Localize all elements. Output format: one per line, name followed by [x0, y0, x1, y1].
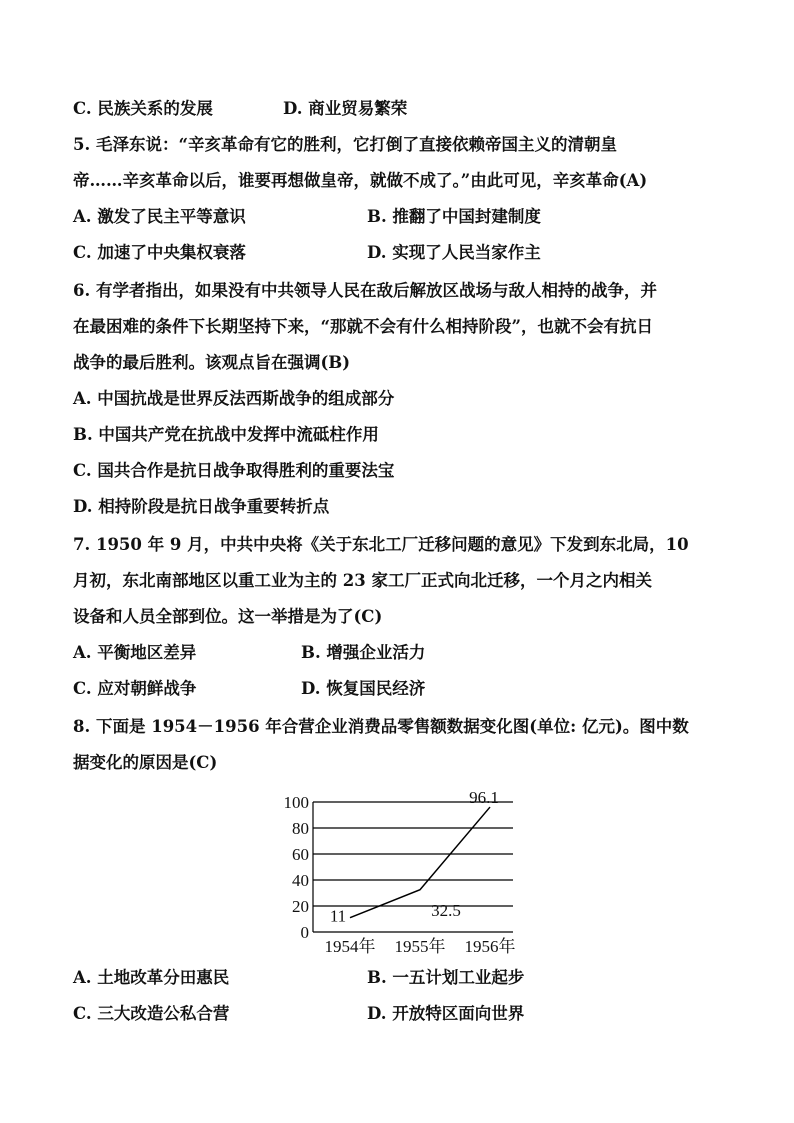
q6-option-c: C. 国共合作是抗日战争取得胜利的重要法宝 — [73, 461, 395, 480]
q5-option-c: C. 加速了中央集权衰落 — [73, 243, 246, 262]
q7-stem-line-3: 设备和人员全部到位。这一举措是为了(C) — [73, 607, 383, 626]
q7-stem-line-1: 7. 1950 年 9 月，中共中央将《关于东北工厂迁移问题的意见》下发到东北局，10 — [73, 535, 689, 554]
q7-stem-line-2: 月初，东北南部地区以重工业为主的 23 家工厂正式向北迁移，一个月之内相关 — [73, 571, 652, 590]
q7-option-d: D. 恢复国民经济 — [301, 679, 426, 698]
q4-option-c: C. 民族关系的发展 — [73, 99, 213, 118]
y-tick-label: 80 — [292, 819, 309, 838]
q8-options-row-2 — [73, 1002, 525, 1026]
y-tick-label: 60 — [292, 845, 309, 864]
q8-option-d: D. 开放特区面向世界 — [367, 1004, 525, 1023]
q5-stem-line-1: 5. 毛泽东说：“辛亥革命有它的胜利，它打倒了直接依赖帝国主义的清朝皇 — [73, 135, 617, 154]
q8-stem-line-2: 据变化的原因是(C) — [73, 753, 218, 772]
q8-option-b: B. 一五计划工业起步 — [367, 968, 525, 987]
x-tick-label: 1954年 — [324, 937, 376, 956]
q4-options-row — [73, 97, 408, 121]
q7-options-row-1 — [73, 641, 426, 665]
q7-option-b: B. 增强企业活力 — [301, 643, 426, 662]
y-tick-label: 40 — [292, 871, 309, 890]
series-line — [350, 807, 490, 918]
q8-stem-line-1: 8. 下面是 1954－1956 年合营企业消费品零售额数据变化图(单位: 亿元)。图中数 — [73, 717, 689, 736]
q7-option-c: C. 应对朝鲜战争 — [73, 679, 197, 698]
q4-option-d: D. 商业贸易繁荣 — [283, 99, 408, 118]
q6-stem-line-3: 战争的最后胜利。该观点旨在强调(B) — [73, 353, 351, 372]
q5-option-a: A. 激发了民主平等意识 — [73, 207, 246, 226]
data-label: 96.1 — [469, 788, 499, 808]
q5-options-row-2 — [73, 241, 541, 265]
y-tick-label: 0 — [300, 923, 309, 942]
q8-options-row-1 — [73, 966, 525, 990]
retail-sales-line-chart — [270, 782, 530, 962]
y-tick-label: 20 — [292, 897, 309, 916]
q8-option-c: C. 三大改造公私合营 — [73, 1004, 230, 1023]
x-tick-label: 1956年 — [464, 937, 516, 956]
q6-stem-line-1: 6. 有学者指出，如果没有中共领导人民在敌后解放区战场与敌人相持的战争，并 — [73, 281, 657, 300]
q8-option-a: A. 土地改革分田惠民 — [73, 968, 230, 987]
q6-stem-line-2: 在最困难的条件下长期坚持下来，“那就不会有什么相持阶段”，也就不会有抗日 — [73, 317, 653, 336]
data-label: 32.5 — [431, 900, 461, 920]
q5-option-b: B. 推翻了中国封建制度 — [367, 207, 541, 226]
data-label: 11 — [329, 906, 347, 926]
q5-option-d: D. 实现了人民当家作主 — [367, 243, 541, 262]
q6-option-d: D. 相持阶段是抗日战争重要转折点 — [73, 497, 330, 516]
q5-options-row-1 — [73, 205, 541, 229]
x-tick-label: 1955年 — [394, 937, 446, 956]
q6-option-a: A. 中国抗战是世界反法西斯战争的组成部分 — [73, 389, 395, 408]
q6-option-b: B. 中国共产党在抗战中发挥中流砥柱作用 — [73, 425, 379, 444]
q5-stem-line-2: 帝……辛亥革命以后，谁要再想做皇帝，就做不成了。”由此可见，辛亥革命(A) — [73, 171, 648, 190]
q7-options-row-2 — [73, 677, 426, 701]
y-tick-label: 100 — [283, 793, 309, 812]
q7-option-a: A. 平衡地区差异 — [73, 643, 197, 662]
